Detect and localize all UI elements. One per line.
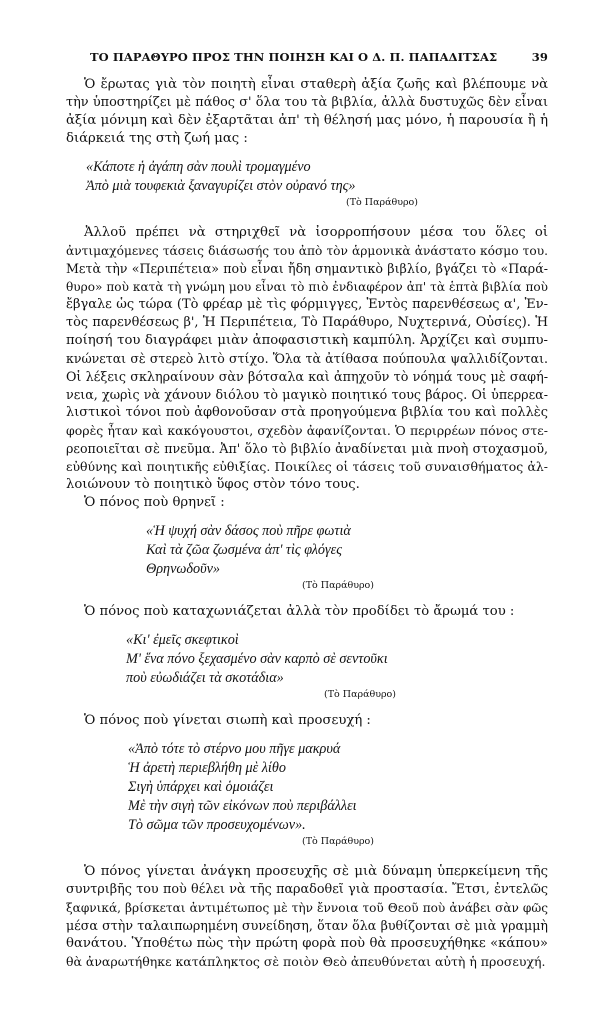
poem-source: (Τὸ Παράθυρο) [346, 197, 418, 208]
poem-line: «Κι' ἐμεῖς σκεφτικοὶ [126, 632, 239, 648]
poem-quote-1 [66, 158, 548, 196]
poem-line: Καὶ τὰ ζῶα ζωσμένα ἀπ' τὶς φλόγες [146, 542, 342, 558]
text-line: Μετὰ τὴν «Περιπέτεια» ποὺ εἶναι ἤδη σημαντικὸ βιβλίο, βγάζει τὸ «Παρά- [66, 261, 548, 276]
text-line: ἔβγαλε ὡς τώρα (Τὸ φρέαρ μὲ τὶς φόρμιγγες, Ἐντὸς παρενθέσεως α', Ἐν- [66, 297, 548, 312]
paragraph-3 [66, 494, 548, 512]
text-line: τὸς παρενθέσεως β', Ἡ Περιπέτεια, Τὸ Παράθυρο, Νυχτερινά, Οὐσίες). Ἡ [66, 315, 548, 330]
poem-line: Θρηνωδοῦν» [146, 561, 220, 577]
text-line: Οἱ λέξεις σκληραίνουν σὰν βότσαλα καὶ ἀπηχοῦν τὸ νόημά τους μὲ σαφή- [66, 369, 548, 384]
poem-line: Ἡ ἀρετὴ περιεβλήθη μὲ λίθο [128, 760, 286, 776]
poem-quote-4 [66, 740, 548, 835]
text-line: ξαφνικά, βρίσκεται ἀντιμέτωπος μὲ τὴν ἔννοια τοῦ Θεοῦ ποὺ ἀνάβει σὰν φῶς [66, 901, 548, 915]
text-line: λιστικοὶ τόνοι ποὺ ἀφθονοῦσαν στὰ προηγούμενα βιβλία του καὶ πολλὲς [66, 405, 548, 420]
text-line: φορὲς ἦταν καὶ κακόγουστοι, σχεδὸν ἀφανίζονται. Ὁ περιρρέων πόνος στε- [66, 423, 548, 438]
paragraph-1 [66, 76, 548, 148]
poem-quote-2 [66, 522, 548, 579]
text-line: Ὁ πόνος ποὺ γίνεται σιωπὴ καὶ προσευχή : [84, 713, 371, 728]
text-line: θὰ ἀναρωτήθηκε κατάπληκτος σὲ ποιὸν Θεὸ ἀπευθύνεται αὐτὴ ἡ προσευχή. [66, 954, 546, 969]
paragraph-2 [66, 224, 548, 494]
text-line: Ὁ πόνος ποὺ θρηνεῖ : [84, 495, 225, 510]
poem-source: (Τὸ Παράθυρο) [302, 836, 374, 847]
page-body [66, 76, 548, 971]
text-line: Ἀλλοῦ πρέπει νὰ στηριχθεῖ νὰ ἰσορροπήσουν μέσα του ὅλες οἱ [84, 225, 548, 240]
poem-line: «Ἀπὸ τότε τὸ στέρνο μου πῆγε μακρυά [128, 741, 341, 757]
text-line: ἀξία μόνιμη καὶ δὲν ἐξαρτᾶται ἀπ' τὴ θέλησή μας μόνο, ἡ παρουσία ἢ ἡ [66, 113, 548, 128]
text-line: ποίησή του διαγράφει μιὰν ἀποφασιστικὴ καμπύλη. Ἀρχίζει καὶ συμπυ- [66, 333, 548, 348]
text-line: λοιώνουν τὸ ποιητικὸ ὕφος στὸν τόνο τους. [66, 477, 360, 492]
poem-source: (Τὸ Παράθυρο) [324, 689, 396, 700]
poem-line: Τὸ σῶμα τῶν προσευχομένων». [128, 817, 306, 833]
text-line: τὴν ὑποστηρίζει μὲ πάθος σ' ὅλα του τὰ βιβλία, ἀλλὰ δυστυχῶς δὲν εἶναι [66, 95, 548, 110]
text-line: θανάτου. Ὑποθέτω πὼς τὴν πρώτη φορὰ ποὺ θὰ προσευχήθηκε «κάπου» [66, 936, 548, 951]
text-line: συντριβῆς του ποὺ θέλει νὰ τῆς παραδοθεῖ γιὰ προστασία. Ἔτσι, ἐντελῶς [66, 882, 548, 897]
text-line: ρεοποιεῖται σὲ πνεῦμα. Ἀπ' ὅλο τὸ βιβλίο ἀναδίνεται μιὰ πνοὴ στοχασμοῦ, [66, 441, 548, 456]
text-line: Ὁ πόνος ποὺ καταχωνιάζεται ἀλλὰ τὸν προδίδει τὸ ἄρωμά του : [84, 604, 515, 619]
text-line: νεια, χωρὶς νὰ χάνουν διόλου τὸ μαγικὸ ποιητικό τους βάρος. Οἱ ὑπερρεα- [66, 387, 548, 402]
running-header-title: ΤΟ ΠΑΡΑΘΥΡΟ ΠΡΟΣ ΤΗΝ ΠΟΙΗΣΗ ΚΑΙ Ο Δ. Π. ΠΑΠΑΔΙΤΣΑΣ [90, 50, 498, 64]
poem-line: Μ' ἕνα πόνο ξεχασμένο σὰν καρπὸ σὲ σεντοῦκι [126, 651, 388, 667]
text-line: κνώνεται σὲ στερεὸ λιτὸ στίχο. Ὅλα τὰ ἀτίθασα πούπουλα ψαλλιδίζονται. [66, 351, 548, 366]
text-line: Ὁ ἔρωτας γιὰ τὸν ποιητὴ εἶναι σταθερὴ ἀξία ζωῆς καὶ βλέπουμε νὰ [84, 77, 548, 92]
poem-line: Σιγὴ ὑπάρχει καὶ ὁμοιάζει [128, 779, 274, 795]
paragraph-4 [66, 603, 548, 621]
poem-quote-3 [66, 631, 548, 688]
text-line: διάρκειά της στὴ ζωή μας : [66, 131, 248, 146]
poem-line: Ἀπὸ μιὰ τουφεκιὰ ξαναγυρίζει στὸν οὐρανό της» [86, 178, 356, 194]
poem-line: ποὺ εὐωδιάζει τὰ σκοτάδια» [126, 670, 284, 686]
page-number: 39 [531, 50, 548, 64]
poem-line: «Ἡ ψυχή σὰν δάσος ποὺ πῆρε φωτιὰ [146, 523, 351, 539]
paragraph-5 [66, 712, 548, 730]
text-line: Ὁ πόνος γίνεται ἀνάγκη προσευχῆς σὲ μιὰ δύναμη ὑπερκείμενη τῆς [84, 864, 548, 879]
text-line: ἀντιμαχόμενες τάσεις διάσωσής του ἀπὸ τὸν ἁρμονικὰ ἀνάστατο κόσμο του. [66, 244, 548, 258]
text-line: θυρο» ποὺ κατὰ τὴ γνώμη μου εἶναι τὸ πιὸ ἐνδιαφέρον ἀπ' τὰ ἑπτὰ βιβλία ποὺ [66, 280, 548, 294]
paragraph-6 [66, 863, 548, 971]
text-line: εὐθύνης καὶ ποιητικῆς εὐθιξίας. Ποικίλες οἱ τάσεις τοῦ συναισθήματος ἀλ- [66, 459, 548, 474]
poem-line: Μὲ τὴν σιγὴ τῶν εἰκόνων ποὺ περιβάλλει [128, 798, 357, 814]
text-line: μέσα στὴν ταλαιπωρημένη συνείδηση, ὅταν ὅλα βυθίζονται σὲ μιὰ γραμμὴ [66, 918, 548, 933]
poem-line: «Κάποτε ἡ ἀγάπη σὰν πουλὶ τρομαγμένο [86, 159, 311, 175]
poem-source: (Τὸ Παράθυρο) [302, 580, 374, 591]
